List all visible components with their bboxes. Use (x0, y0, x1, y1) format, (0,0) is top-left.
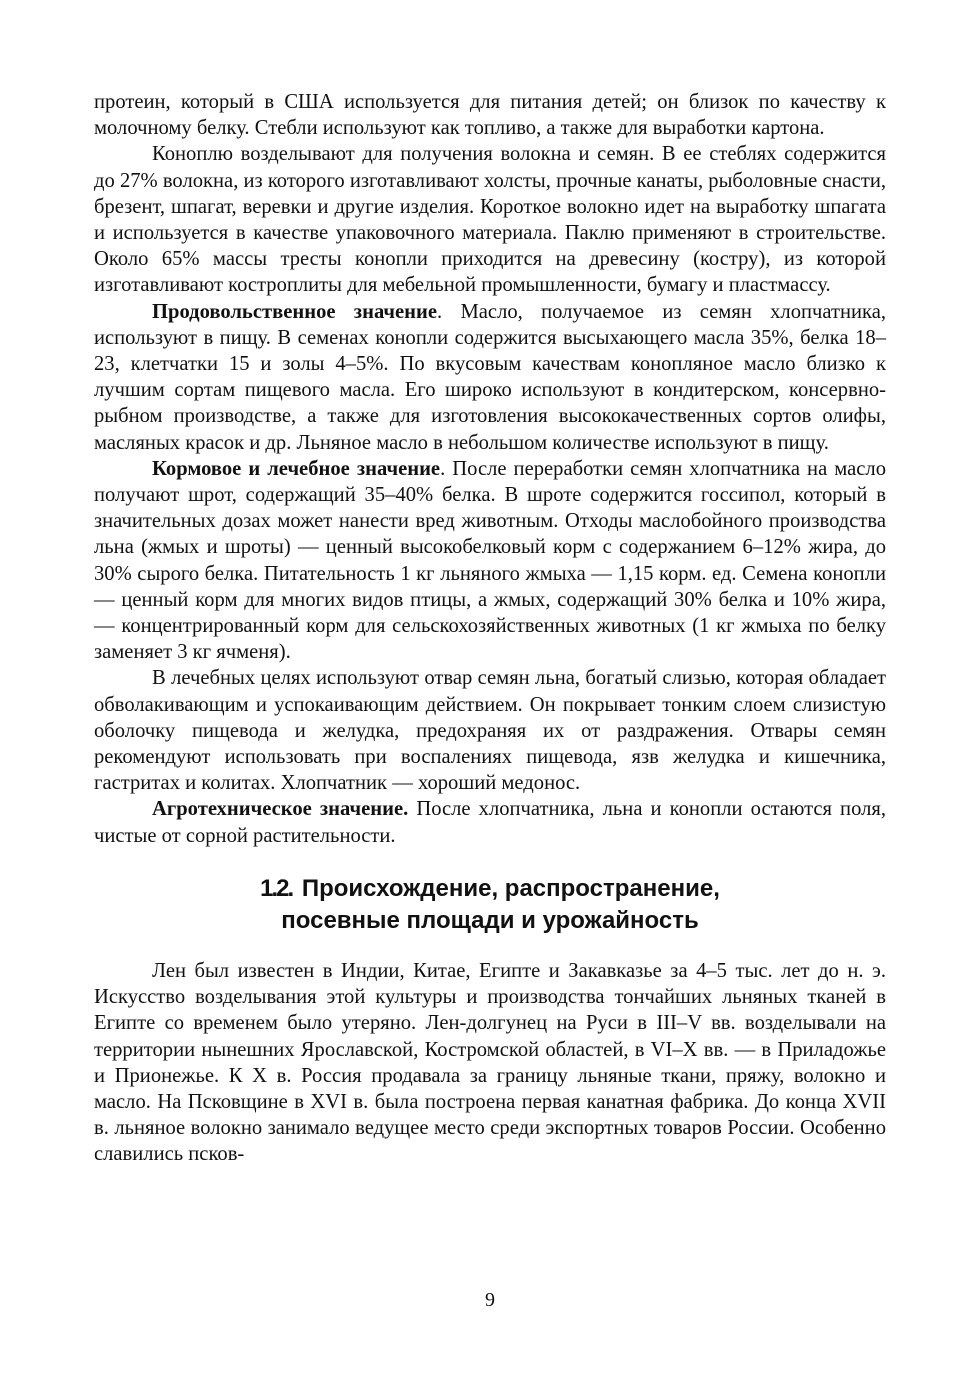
paragraph-agrotech-value (94, 796, 886, 848)
food-value-text: . Масло, получаемое из семян хлопчатника, используют в пищу. В семенах конопли содержится высыхающего масла 35%, белка 18–23, клетчатки 15 и золы 4–5%. По вкусовым качествам конопляное масло близко к лучшим сортам пищевого масла. Его широко используют в кондитерском, консервно-рыбном производстве, а также для изготовления высококачественных сортов олифы, масляных красок и др. Льняное масло в небольшом количестве используют в пищу. (94, 300, 887, 454)
section-title-line2: посевные площади и урожайность (281, 906, 699, 934)
page-body (94, 89, 886, 1168)
section-title-line1: Происхождение, распространение, (301, 874, 720, 902)
paragraph-protein: протеин, который в США используется для питания детей; он близок по качеству к молочному белку. Стебли используют как топливо, а также для выработки картона. (94, 91, 886, 140)
feed-value-lead: Кормовое и лечебное значение (152, 457, 441, 480)
food-value-lead: Продовольственное значение (152, 300, 438, 323)
feed-value-text: . После переработки семян хлопчатника на масло получают шрот, содержащий 35–40% белка. В шроте содержится госсипол, который в значительных дозах может нанести вред животным. Отходы маслобойного производства льна (жмых и шроты) — ценный высокобелковый корм с содержанием 6–12% жира, до 30% сырого белка. Питательность 1 кг льняного жмыха — 1,15 корм. ед. Семена конопли — ценный корм для многих видов птицы, а жмых, содержащий 30% белка и 10% жира, — концентрированный корм для сельскохозяйственных животных (1 кг жмыха по белку заменяет 3 кг ячменя). (94, 457, 886, 664)
section-heading (94, 873, 886, 937)
paragraph-food-value (94, 299, 886, 456)
paragraph-medicinal: В лечебных целях используют отвар семян льна, богатый слизью, которая обладает обволакивающим и успокаивающим действием. Он покрывает тонким слоем слизистую оболочку пищевода и желудка, предохраняя их от раздражения. Отвары семян рекомендуют использовать при воспалениях пищевода, язв желудка и кишечника, гастритах и колитах. Хлопчатник — хороший медонос. (94, 667, 886, 795)
paragraph-feed-value (94, 456, 886, 666)
section-heading-line1 (94, 873, 886, 905)
agrotech-value-text: После хлопчатника, льна и конопли остаются поля, чистые от сорной растительности. (94, 798, 886, 847)
agrotech-value-lead: Агротехническое значение. (152, 798, 409, 821)
paragraph-hemp-fiber: Коноплю возделывают для получения волокна и семян. В ее стеблях содержится до 27% волокна, из которого изготавливают холсты, прочные канаты, рыболовные снасти, брезент, шпагат, веревки и другие изделия. Короткое волокно идет на выработку шпагата и используется в качестве упаковочного материала. Паклю применяют в строительстве. Около 65% массы тресты конопли приходится на древесину (костру), из которой изготавливают костроплиты для мебельной промышленности, бумагу и пластмассу. (94, 143, 886, 297)
page-number: 9 (485, 1289, 495, 1311)
paragraph-flax-history: Лен был известен в Индии, Китае, Египте и Закавказье за 4–5 тыс. лет до н. э. Искусство возделывания этой культуры и производства тончайших льняных тканей в Египте со временем было утеряно. Лен-долгунец на Руси в III–V вв. возделывали на территории нынешних Ярославской, Костромской областей, в VI–X вв. — в Приладожье и Прионежье. К X в. Россия продавала за границу льняные ткани, пряжу, волокно и масло. На Псковщине в XVI в. была построена первая канатная фабрика. До конца XVII в. льняное волокно занимало ведущее место среди экспортных товаров России. Особенно славились псков- (94, 959, 886, 1166)
section-number: 1.2. (260, 874, 293, 902)
